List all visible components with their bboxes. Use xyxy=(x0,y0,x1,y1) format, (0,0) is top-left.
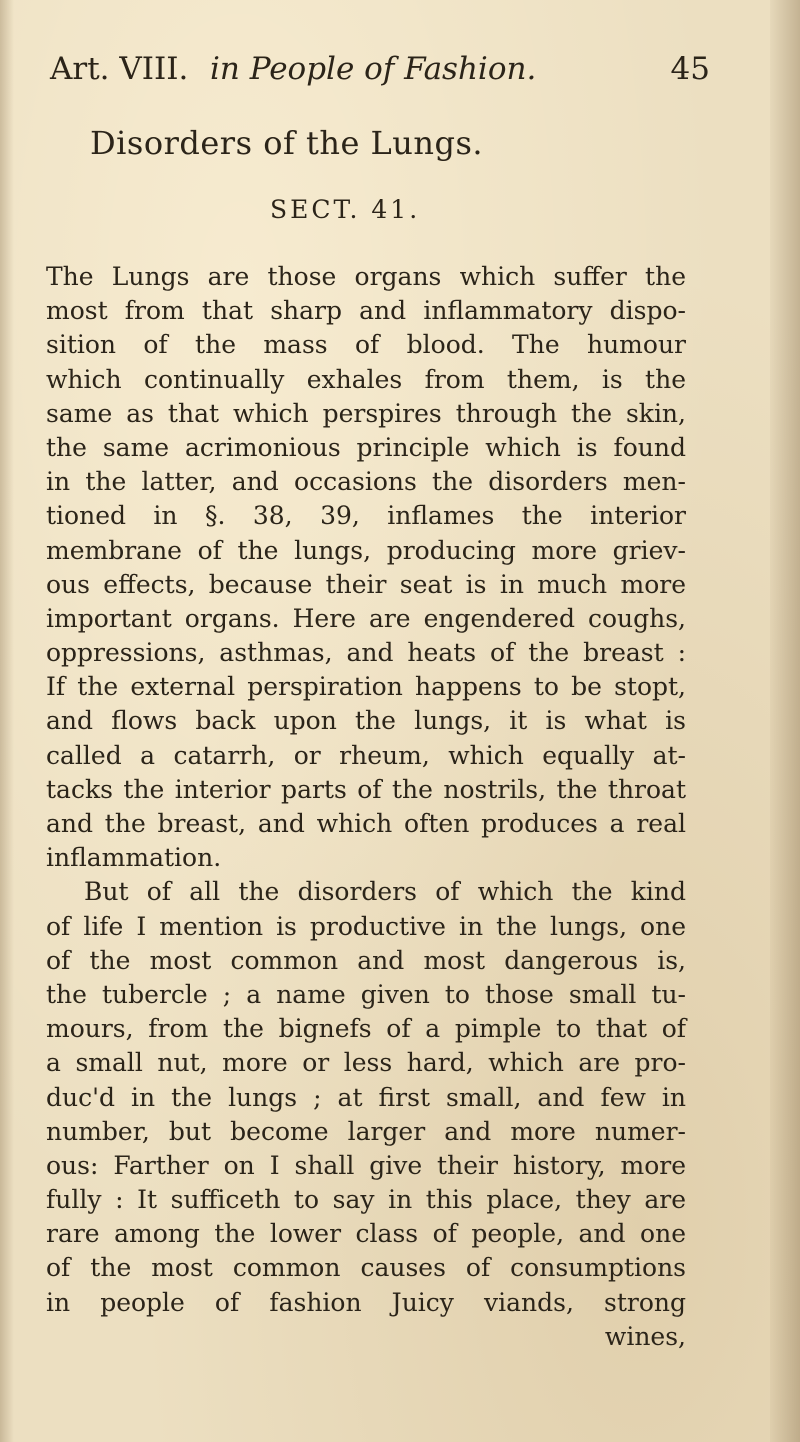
text-line: the same acrimonious principle which is found xyxy=(46,432,686,462)
text-line: But of all the disorders of which the kind xyxy=(84,877,686,907)
text-line: duc'd in the lungs ; at first small, and few in xyxy=(46,1082,686,1112)
text-line: membrane of the lungs, producing more griev- xyxy=(46,535,686,565)
body-text xyxy=(46,260,686,1354)
text-line: tacks the interior parts of the nostrils, the throat xyxy=(46,774,686,804)
page-edge-shadow xyxy=(770,0,800,1442)
text-line: oppressions, asthmas, and heats of the breast : xyxy=(46,638,686,668)
text-line: in the latter, and occasions the disorders men- xyxy=(46,467,686,497)
text-line: and the breast, and which often produces a real xyxy=(46,809,686,838)
catchword: wines, xyxy=(604,1321,686,1351)
text-line: fully : It sufficeth to say in this place, they are xyxy=(46,1185,686,1215)
text-line: tioned in §. 38, 39, inflames the interior xyxy=(46,501,686,531)
text-line: ous effects, because their seat is in much more xyxy=(46,569,686,599)
text-line: ous: Farther on I shall give their history, more xyxy=(46,1150,686,1180)
text-line: called a catarrh, or rheum, which equally at- xyxy=(46,740,686,770)
text-line: which continually exhales from them, is the xyxy=(46,364,686,394)
chapter-title: Disorders of the Lungs. xyxy=(90,124,484,162)
page-gutter-shadow xyxy=(0,0,14,1442)
text-line: inflammation. xyxy=(46,843,222,873)
text-line: important organs. Here are engendered coughs, xyxy=(46,603,686,633)
running-head xyxy=(50,44,710,94)
text-line: The Lungs are those organs which suffer the xyxy=(46,262,686,291)
text-line: in people of fashion Juicy viands, strong xyxy=(46,1287,686,1317)
text-line: of the most common and most dangerous is, xyxy=(46,945,686,975)
text-line: most from that sharp and inflammatory dispo- xyxy=(46,296,686,326)
text-line: mours, from the bignefs of a pimple to that of xyxy=(46,1014,686,1044)
text-line: same as that which perspires through the skin, xyxy=(46,398,686,428)
text-line: the tubercle ; a name given to those small tu- xyxy=(46,979,686,1009)
text-line: of the most common causes of consumptions xyxy=(46,1253,686,1283)
text-line: of life I mention is productive in the lungs, one xyxy=(46,911,686,941)
text-line: number, but become larger and more numer- xyxy=(46,1116,686,1146)
text-line: If the external perspiration happens to be stopt, xyxy=(46,672,686,702)
section-label: SECT. 41. xyxy=(270,195,421,224)
article-number: Art. VIII. xyxy=(50,51,189,87)
text-line: and flows back upon the lungs, it is what is xyxy=(46,706,686,736)
text-line: sition of the mass of blood. The humour xyxy=(46,330,686,360)
text-line: a small nut, more or less hard, which are pro- xyxy=(46,1048,686,1078)
text-line: rare among the lower class of people, and one xyxy=(46,1219,686,1249)
running-title: in People of Fashion. xyxy=(210,51,537,87)
page-number: 45 xyxy=(670,51,710,87)
